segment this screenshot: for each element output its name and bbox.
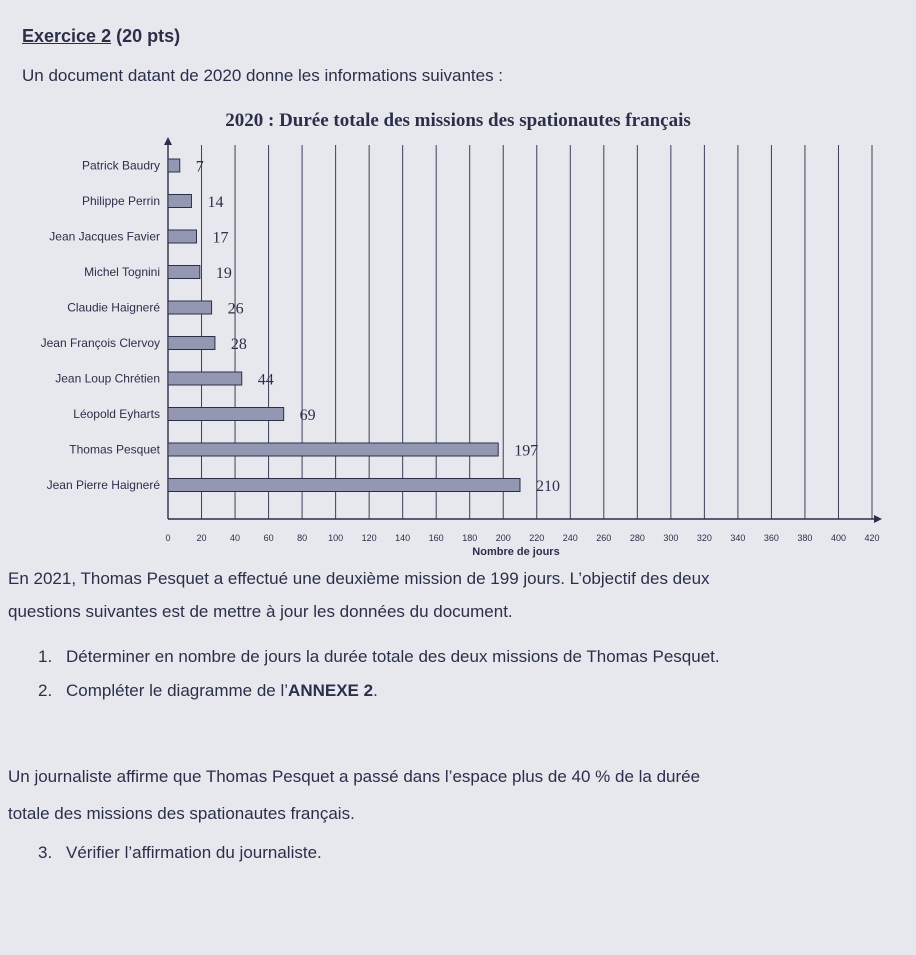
- bar: [168, 301, 212, 314]
- paragraph-3: Un journaliste affirme que Thomas Pesquet a passé dans l’espace plus de 40 % de la durée: [8, 767, 701, 786]
- x-tick-label: 220: [529, 533, 545, 543]
- data-label: 44: [257, 371, 274, 389]
- x-tick-label: 120: [361, 533, 377, 543]
- bar: [168, 372, 242, 385]
- bar: [168, 443, 498, 456]
- data-label: 69: [299, 407, 316, 424]
- question-1-number: 1.: [38, 647, 53, 666]
- question-2-end: .: [373, 681, 378, 700]
- bar: [168, 159, 180, 172]
- x-tick-label: 80: [297, 533, 308, 543]
- question-2-number: 2.: [38, 681, 53, 700]
- exercise-title: [22, 26, 180, 47]
- data-label: 210: [536, 478, 560, 495]
- x-tick-label: 240: [562, 533, 578, 543]
- data-label: 19: [215, 265, 232, 282]
- question-2: [38, 681, 378, 701]
- x-tick-label: 280: [629, 533, 645, 543]
- x-tick-label: 60: [263, 533, 274, 543]
- bar: [168, 479, 520, 492]
- x-tick-label: 320: [696, 533, 712, 543]
- paragraph-1: En 2021, Thomas Pesquet a effectué une deuxième mission de 199 jours. L’objectif des deux: [8, 569, 710, 588]
- x-tick-label: 260: [596, 533, 612, 543]
- x-tick-label: 200: [495, 533, 511, 543]
- category-label: Philippe Perrin: [81, 194, 160, 208]
- y-axis-arrow: [164, 137, 172, 145]
- x-axis-arrow: [874, 515, 882, 523]
- data-label: 28: [230, 336, 247, 353]
- category-label: Thomas Pesquet: [69, 442, 160, 457]
- intro-text: Un document datant de 2020 donne les informations suivantes :: [22, 66, 504, 85]
- x-tick-label: 0: [165, 533, 171, 543]
- exercise-name: Exercice 2: [22, 26, 112, 46]
- x-tick-label: 20: [196, 533, 207, 543]
- question-3: [38, 843, 322, 863]
- question-3-text: Vérifier l’affirmation du journaliste.: [66, 843, 322, 862]
- x-tick-label: 300: [663, 533, 679, 543]
- x-tick-label: 160: [428, 533, 444, 543]
- bar-chart: [0, 135, 900, 563]
- x-tick-label: 140: [395, 533, 411, 543]
- x-tick-label: 400: [830, 533, 846, 543]
- category-label: Patrick Baudry: [81, 158, 160, 173]
- question-2-text: Compléter le diagramme de l’: [66, 681, 289, 700]
- x-tick-label: 40: [230, 533, 241, 543]
- category-label: Michel Tognini: [84, 265, 160, 279]
- data-label: 14: [207, 194, 224, 211]
- category-label: Jean François Clervoy: [40, 336, 160, 350]
- x-tick-label: 380: [797, 533, 813, 543]
- data-label: 26: [227, 300, 244, 318]
- question-3-number: 3.: [38, 843, 53, 862]
- bar: [168, 408, 284, 421]
- bar: [168, 230, 196, 243]
- x-tick-label: 180: [462, 533, 478, 543]
- category-label: Jean Jacques Favier: [49, 229, 160, 244]
- paragraph-2: questions suivantes est de mettre à jour les données du document.: [8, 602, 513, 621]
- x-axis-label: Nombre de jours: [472, 546, 560, 558]
- x-tick-label: 340: [730, 533, 746, 543]
- category-label: Jean Loup Chrétien: [55, 371, 160, 386]
- paragraph-4: totale des missions des spationautes français.: [8, 804, 355, 823]
- category-label: Claudie Haigneré: [67, 300, 160, 315]
- bar: [168, 195, 191, 208]
- data-label: 7: [195, 158, 204, 176]
- annexe-reference: ANNEXE 2: [288, 681, 374, 700]
- category-label: Léopold Eyharts: [73, 407, 160, 421]
- x-tick-label: 360: [763, 533, 779, 543]
- question-1-text: Déterminer en nombre de jours la durée totale des deux missions de Thomas Pesquet.: [66, 647, 720, 666]
- bar: [168, 337, 215, 350]
- x-tick-label: 420: [864, 533, 880, 543]
- bar: [168, 266, 200, 279]
- question-1: [38, 647, 720, 667]
- category-label: Jean Pierre Haigneré: [46, 478, 160, 492]
- data-label: 197: [514, 442, 539, 460]
- x-tick-label: 100: [328, 533, 344, 543]
- data-label: 17: [212, 229, 229, 247]
- chart-title: 2020 : Durée totale des missions des spationautes français: [225, 110, 691, 131]
- exercise-points: (20 pts): [116, 26, 181, 46]
